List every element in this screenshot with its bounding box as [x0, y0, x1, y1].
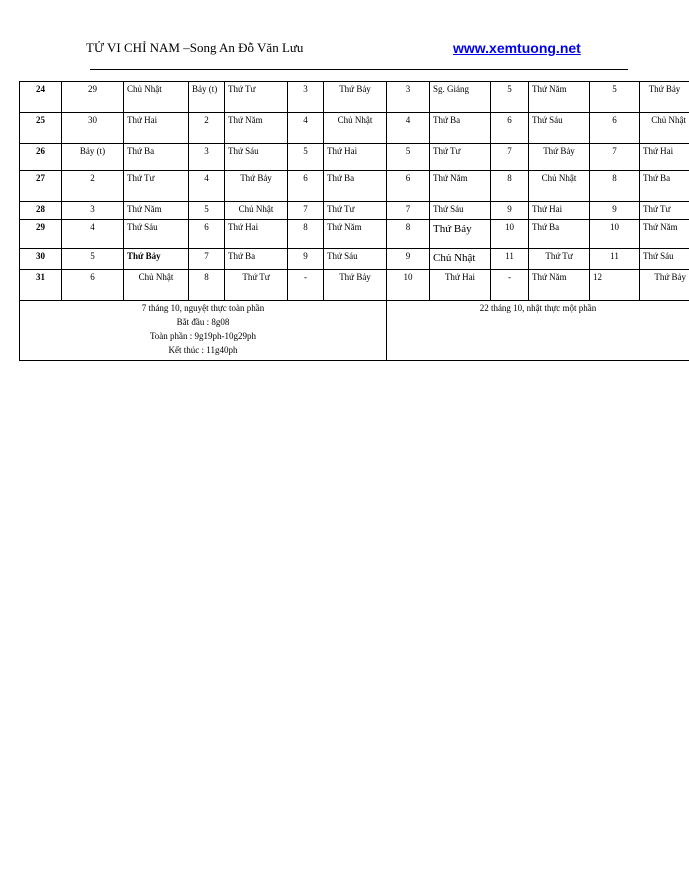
- table-row: [20, 219, 689, 248]
- table-cell: 4: [288, 113, 324, 144]
- table-cell: 12: [590, 269, 640, 300]
- document-title: TỬ VI CHỈ NAM –Song An Đỗ Văn Lưu: [86, 40, 304, 55]
- table-cell: 9: [491, 202, 529, 220]
- table-cell: 8: [387, 219, 430, 248]
- solar-eclipse-note: [387, 300, 689, 360]
- table-cell: Thứ Ba: [124, 144, 189, 171]
- note-line: Bắt đầu : 8g08: [176, 316, 230, 327]
- table-cell: Chủ Nhật: [124, 82, 189, 113]
- table-cell: 5: [62, 248, 124, 269]
- table-cell: Thứ Ba: [225, 248, 288, 269]
- table-cell: 10: [491, 219, 529, 248]
- table-cell: 10: [590, 219, 640, 248]
- table-cell: 7: [387, 202, 430, 220]
- table-cell: Thứ Năm: [225, 113, 288, 144]
- day-cell: 27: [20, 171, 62, 202]
- table-cell: Thứ Ba: [430, 113, 491, 144]
- table-row: [20, 82, 689, 113]
- day-cell: 25: [20, 113, 62, 144]
- table-cell: 6: [189, 219, 225, 248]
- table-cell: Thứ Bảy: [324, 82, 387, 113]
- table-cell: Thứ Hai: [124, 113, 189, 144]
- table-cell: 30: [62, 113, 124, 144]
- table-cell: 3: [62, 202, 124, 220]
- table-cell: Thứ Năm: [640, 219, 689, 248]
- table-cell: Thứ Sáu: [124, 219, 189, 248]
- table-cell: 2: [62, 171, 124, 202]
- table-cell: Thứ Ba: [324, 171, 387, 202]
- table-cell: Thứ Tư: [640, 202, 689, 220]
- table-cell: Thứ Năm: [324, 219, 387, 248]
- table-row: [20, 171, 689, 202]
- table-cell: Thứ Bảy: [640, 82, 689, 113]
- table-cell: Chủ Nhật: [430, 248, 491, 269]
- day-cell: 28: [20, 202, 62, 220]
- table-cell: Sg. Giáng: [430, 82, 491, 113]
- table-cell: 6: [491, 113, 529, 144]
- table-cell: Thứ Tư: [324, 202, 387, 220]
- table-cell: 3: [189, 144, 225, 171]
- table-cell: Thứ Bảy: [324, 269, 387, 300]
- day-cell: 30: [20, 248, 62, 269]
- table-row: [20, 248, 689, 269]
- table-cell: 3: [288, 82, 324, 113]
- table-cell: 6: [62, 269, 124, 300]
- table-cell: Chủ Nhật: [529, 171, 590, 202]
- table-cell: Thứ Bảy: [225, 171, 288, 202]
- table-cell: 11: [590, 248, 640, 269]
- table-cell: 6: [387, 171, 430, 202]
- lunar-eclipse-note: [20, 300, 387, 360]
- table-cell: Thứ Hai: [225, 219, 288, 248]
- table-cell: 8: [189, 269, 225, 300]
- table-cell: Thứ Tư: [225, 269, 288, 300]
- table-cell: 3: [387, 82, 430, 113]
- table-cell: Thứ Bảy: [124, 248, 189, 269]
- table-cell: Thứ Bảy: [640, 269, 689, 300]
- table-cell: Bảy (t): [62, 144, 124, 171]
- table-cell: Thứ Tư: [430, 144, 491, 171]
- table-cell: Thứ Sáu: [430, 202, 491, 220]
- table-cell: Thứ Năm: [529, 82, 590, 113]
- table-cell: Chủ Nhật: [225, 202, 288, 220]
- table-cell: Thứ Sáu: [640, 248, 689, 269]
- table-cell: 7: [288, 202, 324, 220]
- table-cell: Thứ Năm: [430, 171, 491, 202]
- table-row: [20, 113, 689, 144]
- table-cell: Thứ Sáu: [529, 113, 590, 144]
- day-cell: 26: [20, 144, 62, 171]
- table-cell: 6: [590, 113, 640, 144]
- table-cell: 7: [189, 248, 225, 269]
- table-cell: 8: [288, 219, 324, 248]
- table-cell: Thứ Bảy: [529, 144, 590, 171]
- table-cell: Thứ Hai: [529, 202, 590, 220]
- table-cell: Thứ Tư: [529, 248, 590, 269]
- table-cell: Chủ Nhật: [640, 113, 689, 144]
- calendar-table: [19, 81, 689, 361]
- table-row: [20, 144, 689, 171]
- table-cell: 29: [62, 82, 124, 113]
- note-line: Kết thúc : 11g40ph: [168, 344, 238, 355]
- table-cell: Thứ Ba: [529, 219, 590, 248]
- note-line: Toàn phần : 9g19ph-10g29ph: [149, 330, 257, 341]
- table-cell: -: [288, 269, 324, 300]
- table-cell: 6: [288, 171, 324, 202]
- table-cell: 4: [189, 171, 225, 202]
- table-cell: 5: [590, 82, 640, 113]
- table-cell: 5: [189, 202, 225, 220]
- table-cell: Thứ Tư: [124, 171, 189, 202]
- table-cell: Thứ Hai: [640, 144, 689, 171]
- note-line: 22 tháng 10, nhật thực một phần: [479, 302, 597, 313]
- table-cell: 5: [387, 144, 430, 171]
- table-cell: Thứ Sáu: [324, 248, 387, 269]
- table-cell: 9: [590, 202, 640, 220]
- table-cell: Bảy (t): [189, 82, 225, 113]
- website-link[interactable]: www.xemtuong.net: [453, 40, 581, 56]
- table-cell: 11: [491, 248, 529, 269]
- table-cell: 8: [590, 171, 640, 202]
- table-cell: 7: [590, 144, 640, 171]
- table-cell: 7: [491, 144, 529, 171]
- table-cell: Thứ Ba: [640, 171, 689, 202]
- table-cell: 5: [288, 144, 324, 171]
- table-cell: 2: [189, 113, 225, 144]
- table-cell: Thứ Tư: [225, 82, 288, 113]
- eclipse-notes-row: [20, 300, 689, 360]
- table-cell: 10: [387, 269, 430, 300]
- table-cell: 4: [387, 113, 430, 144]
- table-cell: 9: [387, 248, 430, 269]
- table-cell: Chủ Nhật: [124, 269, 189, 300]
- table-row: [20, 202, 689, 220]
- day-cell: 31: [20, 269, 62, 300]
- table-cell: Thứ Năm: [529, 269, 590, 300]
- day-cell: 29: [20, 219, 62, 248]
- table-cell: Thứ Năm: [124, 202, 189, 220]
- table-cell: 5: [491, 82, 529, 113]
- table-cell: Thứ Bảy: [430, 219, 491, 248]
- table-row: [20, 269, 689, 300]
- table-cell: 8: [491, 171, 529, 202]
- table-cell: Thứ Hai: [430, 269, 491, 300]
- table-cell: 4: [62, 219, 124, 248]
- table-cell: Thứ Hai: [324, 144, 387, 171]
- day-cell: 24: [20, 82, 62, 113]
- table-cell: -: [491, 269, 529, 300]
- note-line: 7 tháng 10, nguyệt thực toàn phần: [141, 302, 265, 313]
- table-cell: Thứ Sáu: [225, 144, 288, 171]
- table-cell: Chủ Nhật: [324, 113, 387, 144]
- table-cell: 9: [288, 248, 324, 269]
- header-divider: [90, 69, 628, 70]
